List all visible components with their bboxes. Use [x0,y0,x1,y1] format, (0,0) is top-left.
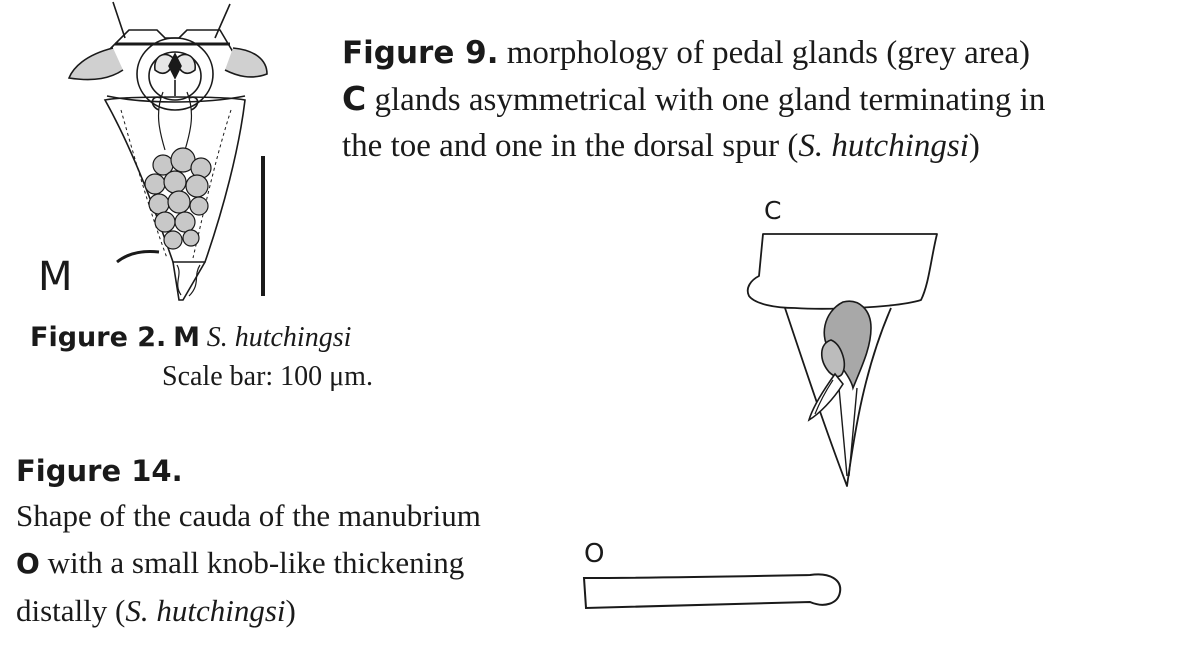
drawing-c-pedal-glands [735,228,965,488]
panel-letter-m: M [38,254,73,300]
figure-9-text-2: glands asymmetrical with one gland terminating in [374,82,1046,118]
figure-2-label: Figure 2. [30,322,167,353]
dorsal-spur [809,374,843,420]
figure-9-caption [342,30,1172,169]
figure-14-caption-line-3 [16,587,596,634]
figure-9-label: Figure 9. [342,35,499,71]
figure-2-scale-text: Scale bar: 100 μm. [162,361,373,392]
figure-14-caption-line-2 [16,539,596,587]
figure-9-caption-line-2 [342,76,1172,123]
figure-14-text-3b: ) [285,593,296,628]
panel-letter-o: O [584,539,605,569]
figure-2-species: S. hutchingsi [206,322,352,353]
figure-14-panel-label: O [16,547,40,580]
figure-2-caption [30,318,450,397]
figure-9-text-1: morphology of pedal glands (grey area) [506,35,1030,71]
figure-14-text-1: Shape of the cauda of the manubrium [16,498,481,533]
figure-9-species: S. hutchingsi [798,128,969,164]
panel-letter-c: C [764,196,782,225]
figure-14-species: S. hutchingsi [125,593,286,628]
drawing-o-cauda [578,568,848,618]
figure-2-caption-line-1 [30,318,450,357]
drawing-m-specimen [55,0,315,320]
figure-9-panel-label: C [342,79,367,118]
figure-9-caption-line-3 [342,123,1172,169]
figure-14-label: Figure 14. [16,454,183,488]
scale-bar [258,156,268,296]
figure-14-text-2: with a small knob-like thickening [47,545,465,580]
figure-14-text-3a: distally ( [16,593,126,628]
figure-2-panel-label: M [173,322,200,353]
figure-9-text-3b: ) [968,128,980,164]
figure-14-caption [16,450,596,634]
figure-9-caption-line-1 [342,30,1172,76]
figure-9-text-3a: the toe and one in the dorsal spur ( [342,128,799,164]
